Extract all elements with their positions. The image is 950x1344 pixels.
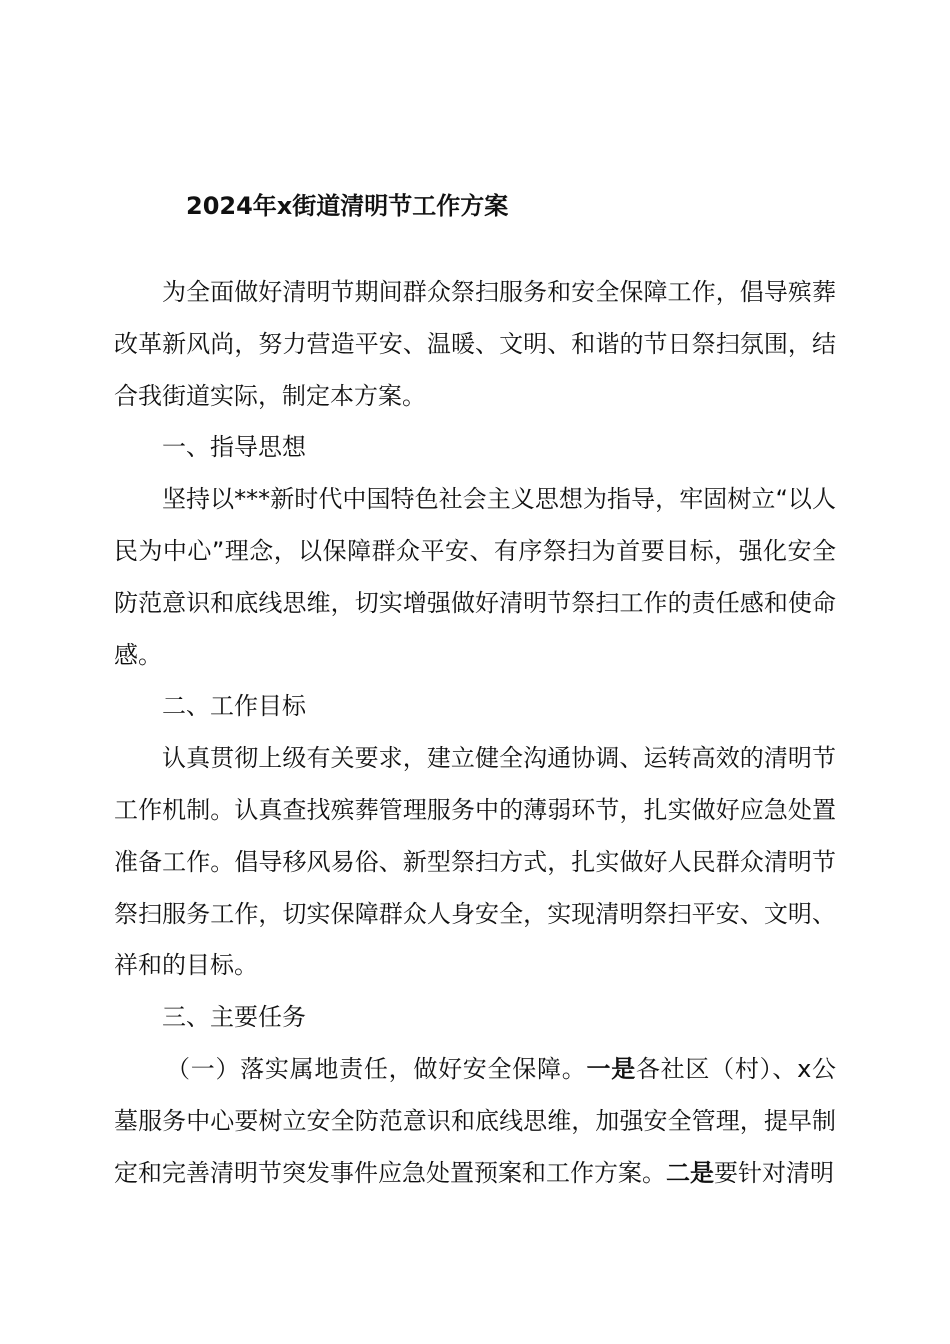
first-point-text: 各社区（村）、x公墓服务中心要树立安全防范意识和底线思维，加强安全管理，提早制定和完善清明节突发事件应急处置预案和工作方案。 — [114, 1054, 837, 1187]
document-title: 2024年x街道清明节工作方案 — [186, 192, 509, 220]
document-body — [114, 267, 836, 1199]
first-point-marker: 一是 — [586, 1054, 636, 1083]
section-heading-guiding-ideology: 一、指导思想 — [162, 433, 306, 462]
guiding-ideology-paragraph: 坚持以***新时代中国特色社会主义思想为指导，牢固树立“以人民为中心”理念，以保障群众平安、有序祭扫为首要目标，强化安全防范意识和底线思维，切实增强做好清明节祭扫工作的责任感和使命感。 — [114, 485, 836, 669]
section-heading-work-goals: 二、工作目标 — [162, 692, 306, 721]
intro-paragraph: 为全面做好清明节期间群众祭扫服务和安全保障工作，倡导殡葬改革新风尚，努力营造平安、温暖、文明、和谐的节日祭扫氛围，结合我街道实际，制定本方案。 — [114, 278, 836, 410]
main-tasks-paragraph — [114, 1044, 836, 1199]
subsection-heading: （一）落实属地责任，做好安全保障。 — [166, 1054, 587, 1083]
work-goals-paragraph: 认真贯彻上级有关要求，建立健全沟通协调、运转高效的清明节工作机制。认真查找殡葬管理服务中的薄弱环节，扎实做好应急处置准备工作。倡导移风易俗、新型祭扫方式，扎实做好人民群众清明节祭扫服务工作，切实保障群众人身安全，实现清明祭扫平安、文明、祥和的目标。 — [114, 744, 836, 980]
second-point-text: 要针对清明 — [714, 1158, 834, 1187]
second-point-marker: 二是 — [666, 1158, 714, 1187]
section-heading-main-tasks: 三、主要任务 — [162, 1003, 306, 1032]
